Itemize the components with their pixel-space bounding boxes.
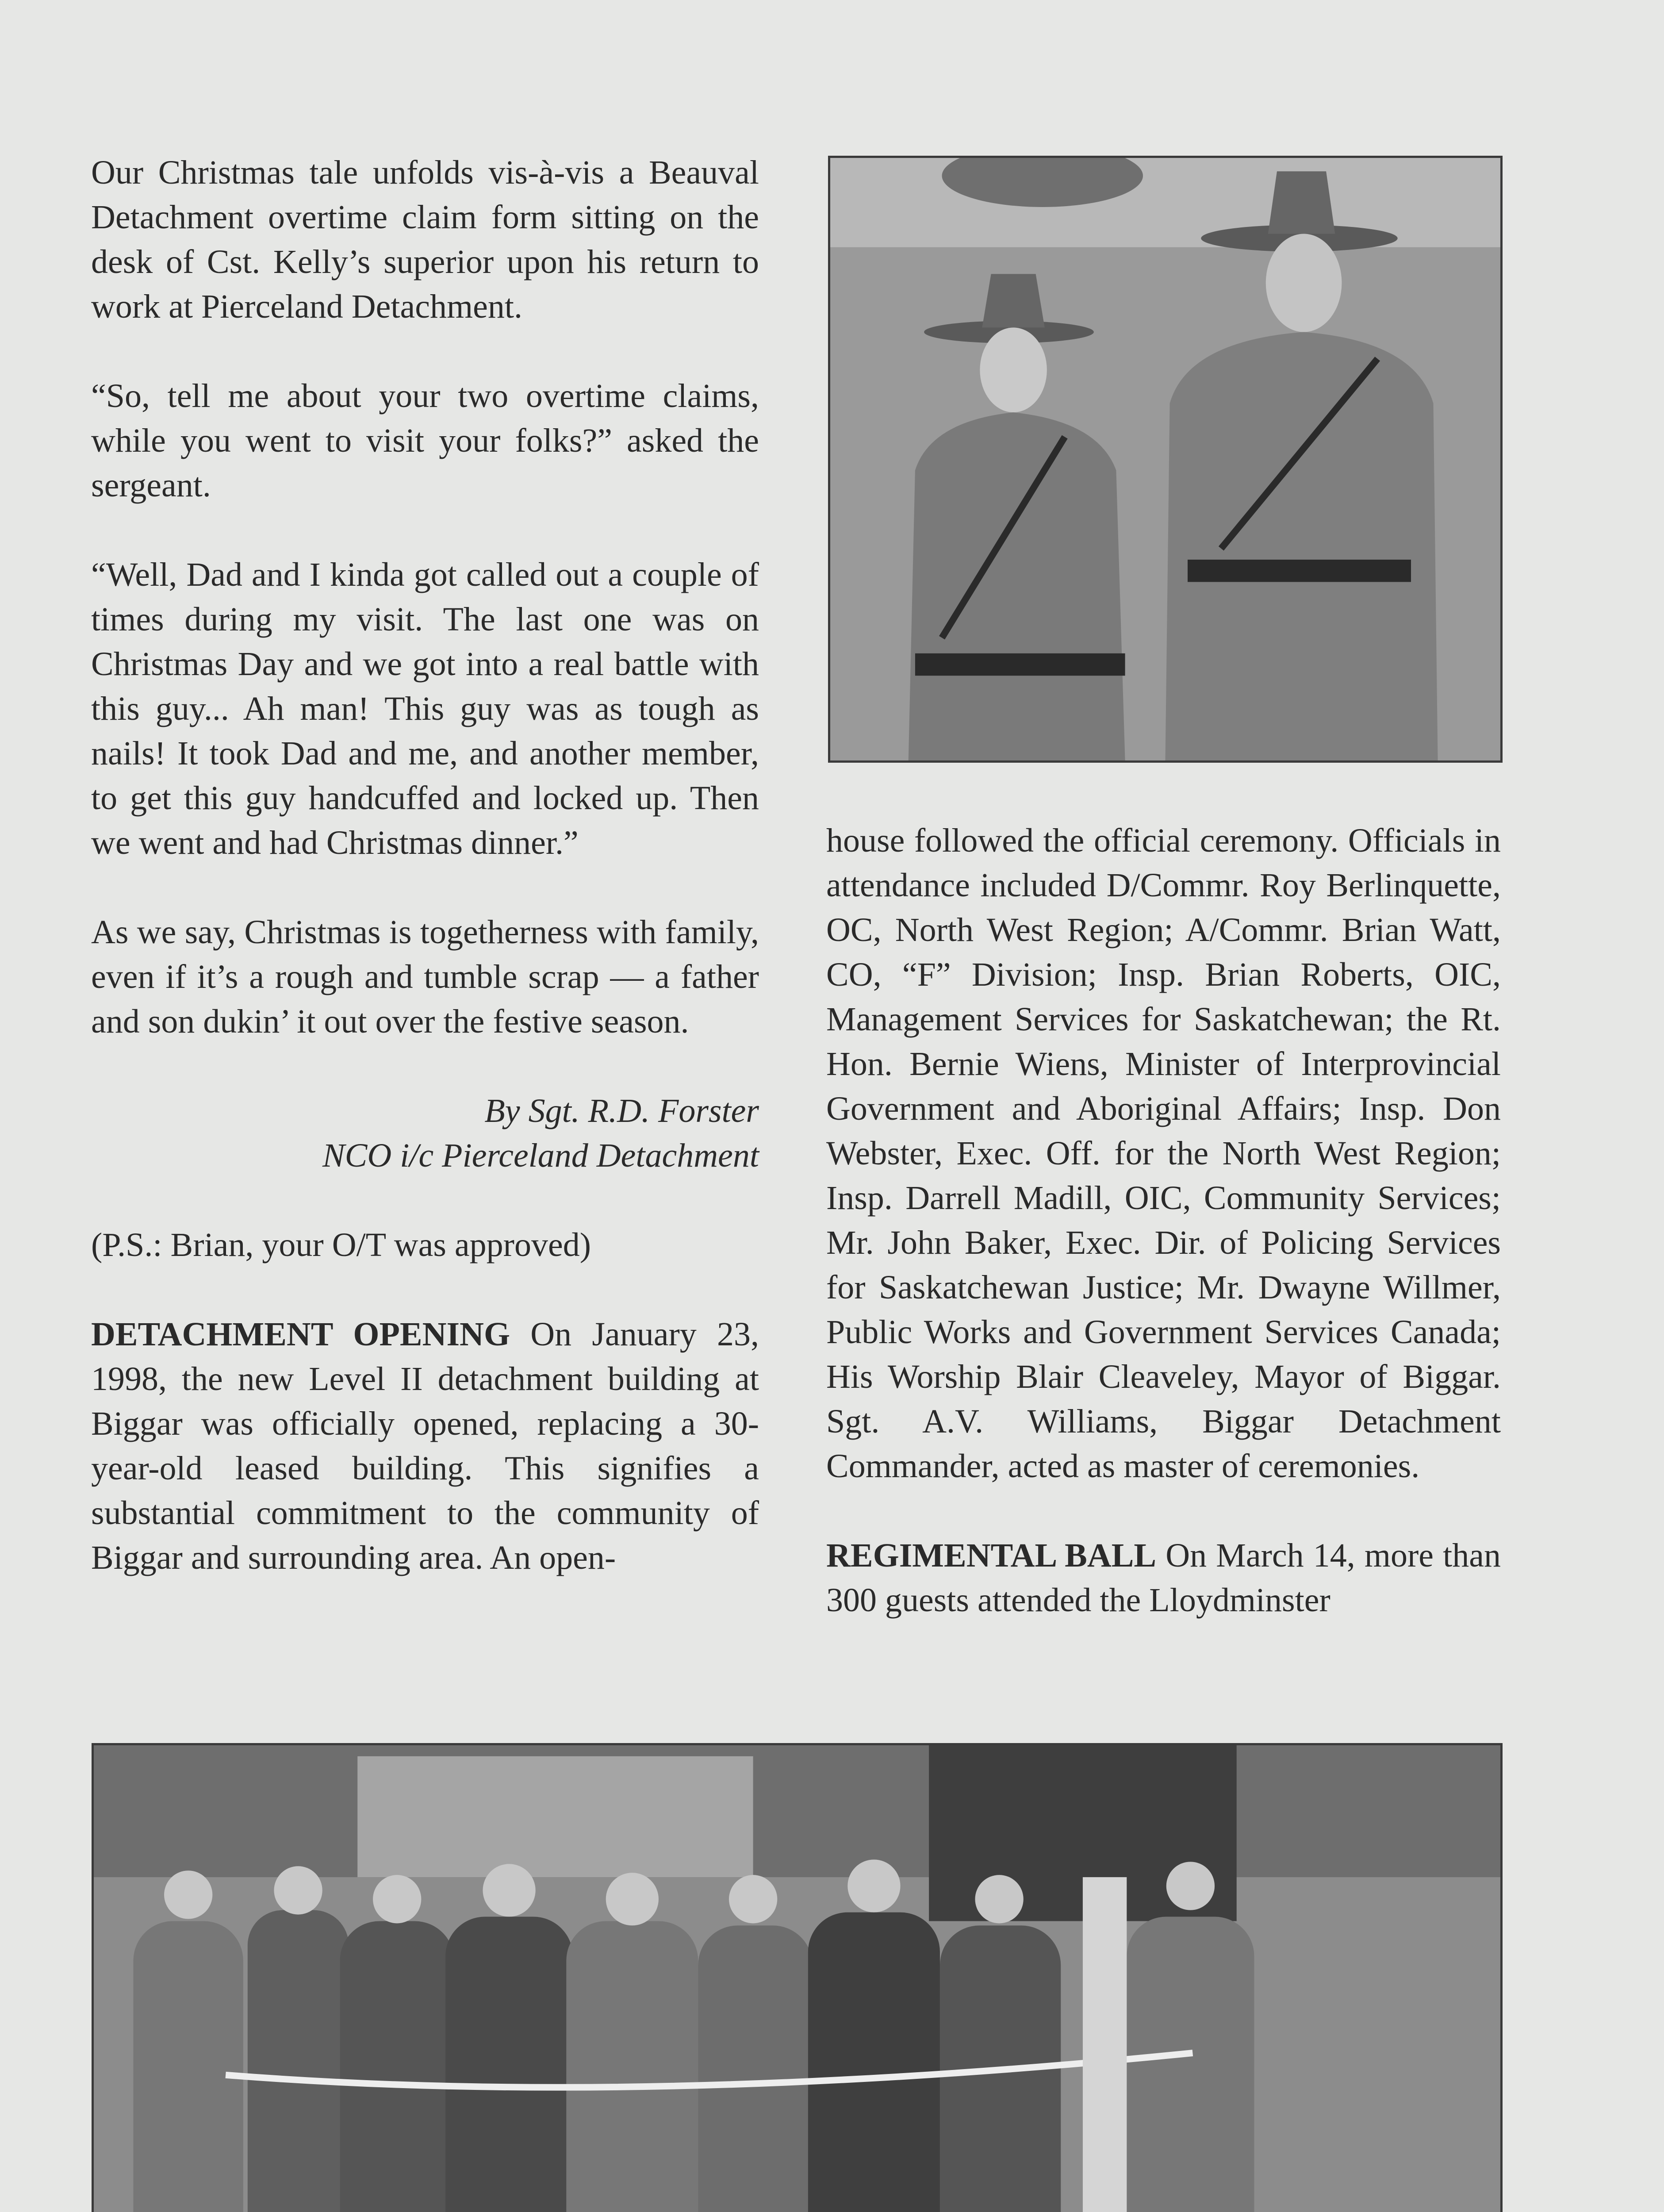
regimental-ball-paragraph (826, 1533, 1501, 1623)
left-column (91, 150, 759, 1580)
section-heading: DETACHMENT OPENING (91, 1316, 510, 1353)
story-paragraph: As we say, Christmas is togetherness with family, even if it’s a rough and tumble scrap — a father and son dukin’ it out over the festive season. (91, 914, 759, 1040)
officials-paragraph: house followed the official ceremony. Officials in attendance included D/Commr. Roy Berlinquette, OC, North West Region; A/Commr. Brian Watt, CO, “F” Division; Insp. Brian Roberts, OIC, Management Services for Saskatchewan; the Rt. Hon. Bernie Wiens, Minister of Interprovincial Government and Aboriginal Affairs; Insp. Don Webster, Exec. Off. for the North West Region; Insp. Darrell Madill, OIC, Community Services; Mr. John Baker, Exec. Dir. of Policing Services for Saskatchewan Justice; Mr. Dwayne Willmer, Public Works and Government Services Canada; His Worship Blair Cleaveley, Mayor of Biggar. Sgt. A.V. Williams, Biggar Detachment Commander, acted as master of ceremonies. (826, 822, 1501, 1485)
section-heading: REGIMENTAL BALL (826, 1537, 1157, 1574)
author-signature (91, 1089, 759, 1178)
story-paragraph: “So, tell me about your two overtime claims, while you went to visit your folks?” asked the sergeant. (91, 377, 759, 504)
right-column (826, 818, 1501, 1623)
two-officers-photo (828, 156, 1503, 763)
story-paragraph: “Well, Dad and I kinda got called out a couple of times during my visit. The last one was on Christmas Day and we got into a real battle with this guy... Ah man! This guy was as tough as nails! It took Dad and me, and another member, to get this guy handcuffed and locked up. Then we went and had Christmas dinner.” (91, 556, 759, 861)
story-paragraph: Our Christmas tale unfolds vis-à-vis a Beauval Detachment overtime claim form sitting on the desk of Cst. Kelly’s superior upon his return to work at Pierceland Detachment. (91, 154, 759, 325)
section-text: On January 23, 1998, the new Level II detachment building at Biggar was officially opened, replacing a 30-year-old leased building. This signifies a substantial commitment to the community of Biggar and surrounding area. An open- (91, 1316, 759, 1576)
author-title: NCO i/c Pierceland Detachment (322, 1137, 759, 1174)
ribbon-cutting-photo (92, 1743, 1503, 2212)
postscript: (P.S.: Brian, your O/T was approved) (91, 1226, 591, 1263)
author-name: By Sgt. R.D. Forster (484, 1092, 759, 1129)
detachment-opening-paragraph (91, 1312, 759, 1580)
section-text: On March 14, more than 300 guests attended the Lloydminster (826, 1537, 1501, 1619)
